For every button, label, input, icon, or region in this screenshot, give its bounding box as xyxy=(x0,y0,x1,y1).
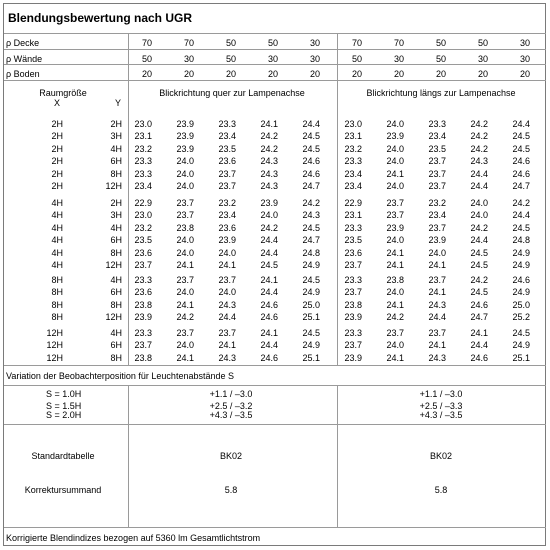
reflectance-value: 50 xyxy=(351,54,362,64)
reflectance-value: 50 xyxy=(435,38,446,48)
ugr-value: 24.3 xyxy=(470,156,488,167)
standard-table-label: Standardtabelle xyxy=(31,451,95,461)
ugr-value: 24.0 xyxy=(470,198,488,208)
ugr-value: 23.6 xyxy=(344,247,362,258)
reflectance-value: 20 xyxy=(267,69,278,79)
room-x-value: 2H xyxy=(51,143,63,154)
ugr-value: 24.6 xyxy=(260,312,278,323)
room-x-value: 4H xyxy=(51,247,63,258)
ugr-value: 22.9 xyxy=(344,198,362,208)
reflectance-value: 50 xyxy=(225,38,236,48)
reflectance-value: 50 xyxy=(477,38,488,48)
ugr-value: 24.1 xyxy=(176,260,194,270)
ugr-value: 24.4 xyxy=(470,235,488,246)
ugr-value: 24.0 xyxy=(176,340,194,351)
ugr-value: 24.3 xyxy=(218,352,236,363)
ugr-value: 24.0 xyxy=(176,181,194,191)
ugr-value: 23.7 xyxy=(428,181,446,191)
correction-label: Korrektursummand xyxy=(24,485,102,495)
ugr-value: 24.2 xyxy=(470,222,488,233)
ugr-value: 24.4 xyxy=(428,312,446,323)
ugr-value: 23.4 xyxy=(428,210,446,221)
ugr-value: 23.0 xyxy=(134,210,152,221)
room-y-value: 4H xyxy=(110,143,122,154)
ugr-value: 24.6 xyxy=(302,168,320,179)
ugr-value: 24.3 xyxy=(428,299,446,310)
ugr-value: 24.6 xyxy=(260,299,278,310)
ugr-value: 24.0 xyxy=(386,235,404,246)
room-x-value: 12H xyxy=(46,340,63,351)
ugr-value: 23.5 xyxy=(428,143,446,154)
ugr-value: 23.7 xyxy=(176,210,194,221)
ugr-value: 25.0 xyxy=(302,299,320,310)
section-divider xyxy=(4,365,546,366)
row-divider xyxy=(4,49,546,50)
reflectance-value: 70 xyxy=(183,38,194,48)
ugr-value: 24.6 xyxy=(302,156,320,167)
room-y-value: 12H xyxy=(105,260,122,270)
reflectance-value: 20 xyxy=(309,69,320,79)
ugr-value: 24.9 xyxy=(302,340,320,351)
ugr-value: 23.9 xyxy=(218,235,236,246)
reflectance-value: 20 xyxy=(435,69,446,79)
room-y-value: 8H xyxy=(110,299,122,310)
ugr-value: 24.9 xyxy=(302,287,320,298)
reflectance-value: 20 xyxy=(225,69,236,79)
ugr-value: 23.8 xyxy=(134,299,152,310)
ugr-value: 23.4 xyxy=(134,181,152,191)
ugr-value: 24.1 xyxy=(176,299,194,310)
ugr-value: 24.4 xyxy=(218,312,236,323)
ugr-value: 24.4 xyxy=(470,340,488,351)
ugr-value: 23.7 xyxy=(428,168,446,179)
ugr-value: 24.9 xyxy=(512,260,530,270)
ugr-value: 24.1 xyxy=(260,328,278,338)
room-x-value: 8H xyxy=(51,287,63,298)
reflectance-value: 50 xyxy=(267,38,278,48)
ugr-value: 24.5 xyxy=(512,328,530,338)
ugr-value: 24.3 xyxy=(260,168,278,179)
ugr-value: 24.0 xyxy=(176,168,194,179)
ugr-value: 23.1 xyxy=(134,131,152,142)
room-x-value: 2H xyxy=(51,131,63,142)
col-divider xyxy=(128,385,129,527)
room-x-value: 8H xyxy=(51,299,63,310)
ugr-value: 24.6 xyxy=(260,352,278,363)
variation-cross-value: +1.1 / –3.0 xyxy=(209,389,253,399)
spacing-label: S = 1.5H xyxy=(46,401,82,411)
ugr-value: 23.3 xyxy=(344,156,362,167)
reflectance-value: 70 xyxy=(393,38,404,48)
reflectance-label: ρ Decke xyxy=(6,38,40,48)
ugr-value: 24.9 xyxy=(302,260,320,270)
ugr-value: 23.4 xyxy=(218,210,236,221)
ugr-value: 25.1 xyxy=(302,352,320,363)
reflectance-value: 20 xyxy=(519,69,530,79)
reflectance-value: 30 xyxy=(309,38,320,48)
ugr-value: 23.2 xyxy=(218,198,236,208)
title-divider xyxy=(4,33,546,34)
ugr-value: 24.0 xyxy=(218,287,236,298)
ugr-value: 23.2 xyxy=(134,222,152,233)
ugr-value: 24.1 xyxy=(386,260,404,270)
ugr-value: 24.0 xyxy=(386,181,404,191)
room-x-value: 12H xyxy=(46,328,63,338)
ugr-value: 23.7 xyxy=(176,328,194,338)
ugr-value: 23.7 xyxy=(428,222,446,233)
ugr-value: 23.3 xyxy=(428,119,446,129)
ugr-value: 23.0 xyxy=(344,119,362,129)
ugr-value: 24.4 xyxy=(260,235,278,246)
ugr-value: 23.3 xyxy=(344,275,362,285)
correction-cross: 5.8 xyxy=(224,485,238,495)
room-y-value: 6H xyxy=(110,287,122,298)
ugr-value: 24.4 xyxy=(512,119,530,129)
reflectance-value: 30 xyxy=(183,54,194,64)
ugr-value: 23.7 xyxy=(134,260,152,270)
variation-along-value: +4.3 / –3.5 xyxy=(419,410,463,420)
ugr-value: 23.7 xyxy=(134,340,152,351)
standard-table-along: BK02 xyxy=(429,451,453,461)
room-x-value: 12H xyxy=(46,352,63,363)
ugr-value: 25.1 xyxy=(302,312,320,323)
ugr-value: 24.5 xyxy=(302,328,320,338)
ugr-value: 24.0 xyxy=(176,235,194,246)
ugr-value: 24.3 xyxy=(260,156,278,167)
reflectance-value: 30 xyxy=(267,54,278,64)
ugr-value: 24.2 xyxy=(260,143,278,154)
room-y-value: 3H xyxy=(110,210,122,221)
reflectance-value: 30 xyxy=(393,54,404,64)
ugr-value: 24.5 xyxy=(512,222,530,233)
ugr-value: 23.6 xyxy=(134,247,152,258)
ugr-value: 23.2 xyxy=(344,143,362,154)
room-y-value: 12H xyxy=(105,312,122,323)
ugr-value: 24.1 xyxy=(218,260,236,270)
ugr-value: 25.2 xyxy=(512,312,530,323)
ugr-value: 24.3 xyxy=(428,352,446,363)
reflectance-value: 20 xyxy=(183,69,194,79)
reflectance-value: 30 xyxy=(309,54,320,64)
ugr-value: 23.9 xyxy=(386,222,404,233)
ugr-value: 23.9 xyxy=(134,312,152,323)
ugr-value: 24.1 xyxy=(386,168,404,179)
ugr-value: 23.5 xyxy=(134,235,152,246)
ugr-value: 24.3 xyxy=(218,299,236,310)
ugr-value: 24.2 xyxy=(470,275,488,285)
ugr-value: 24.4 xyxy=(260,247,278,258)
reflectance-value: 20 xyxy=(393,69,404,79)
room-y-value: 6H xyxy=(110,340,122,351)
ugr-value: 24.0 xyxy=(176,247,194,258)
ugr-value: 24.2 xyxy=(302,198,320,208)
ugr-value: 24.3 xyxy=(302,210,320,221)
ugr-value: 23.4 xyxy=(344,181,362,191)
ugr-value: 23.3 xyxy=(134,328,152,338)
ugr-value: 23.5 xyxy=(344,235,362,246)
ugr-value: 25.0 xyxy=(512,299,530,310)
room-y-value: 6H xyxy=(110,156,122,167)
ugr-value: 24.1 xyxy=(386,299,404,310)
ugr-value: 23.9 xyxy=(428,235,446,246)
ugr-value: 24.0 xyxy=(176,287,194,298)
room-y-value: 8H xyxy=(110,247,122,258)
room-y-value: 4H xyxy=(110,328,122,338)
ugr-value: 23.4 xyxy=(344,168,362,179)
spacing-label: S = 2.0H xyxy=(46,410,82,420)
ugr-value: 24.0 xyxy=(386,287,404,298)
variation-along-value: +1.1 / –3.0 xyxy=(419,389,463,399)
spacing-label: S = 1.0H xyxy=(46,389,82,399)
ugr-value: 24.1 xyxy=(428,340,446,351)
ugr-value: 24.9 xyxy=(512,247,530,258)
ugr-value: 25.1 xyxy=(512,352,530,363)
ugr-value: 24.1 xyxy=(386,352,404,363)
room-x-value: 2H xyxy=(51,168,63,179)
ugr-value: 23.1 xyxy=(344,131,362,142)
ugr-value: 24.0 xyxy=(176,156,194,167)
ugr-value: 23.9 xyxy=(176,131,194,142)
page-title: Blendungsbewertung nach UGR xyxy=(8,11,193,25)
ugr-value: 24.1 xyxy=(428,287,446,298)
ugr-value: 23.3 xyxy=(134,156,152,167)
room-y-value: 4H xyxy=(110,275,122,285)
reflectance-label: ρ Wände xyxy=(6,54,43,64)
reflectance-value: 30 xyxy=(477,54,488,64)
ugr-value: 24.5 xyxy=(302,275,320,285)
variation-title: Variation der Beobachterposition für Leuchtenabstände S xyxy=(6,371,234,381)
ugr-value: 24.7 xyxy=(302,235,320,246)
ugr-value: 23.7 xyxy=(218,181,236,191)
ugr-value: 24.4 xyxy=(512,210,530,221)
ugr-value: 23.7 xyxy=(386,198,404,208)
ugr-value: 23.7 xyxy=(344,287,362,298)
ugr-value: 24.5 xyxy=(260,260,278,270)
ugr-value: 24.6 xyxy=(512,168,530,179)
ugr-value: 24.0 xyxy=(386,143,404,154)
room-x-value: 4H xyxy=(51,210,63,221)
cross-direction-header: Blickrichtung quer zur Lampenachse xyxy=(159,88,305,98)
ugr-value: 24.1 xyxy=(386,247,404,258)
ugr-value: 24.7 xyxy=(302,181,320,191)
ugr-value: 23.6 xyxy=(218,156,236,167)
ugr-value: 24.4 xyxy=(260,340,278,351)
ugr-value: 24.0 xyxy=(260,210,278,221)
ugr-value: 24.4 xyxy=(260,287,278,298)
ugr-value: 23.7 xyxy=(428,275,446,285)
ugr-value: 23.9 xyxy=(386,131,404,142)
ugr-value: 24.1 xyxy=(260,275,278,285)
ugr-value: 24.5 xyxy=(302,222,320,233)
ugr-value: 24.2 xyxy=(470,131,488,142)
ugr-value: 24.9 xyxy=(512,287,530,298)
ugr-value: 24.8 xyxy=(302,247,320,258)
ugr-value: 24.1 xyxy=(218,340,236,351)
ugr-value: 23.8 xyxy=(344,299,362,310)
room-x-value: 4H xyxy=(51,198,63,208)
variation-cross-value: +4.3 / –3.5 xyxy=(209,410,253,420)
ugr-value: 23.2 xyxy=(134,143,152,154)
ugr-value: 24.2 xyxy=(386,312,404,323)
correction-along: 5.8 xyxy=(434,485,448,495)
ugr-value: 24.0 xyxy=(386,156,404,167)
ugr-value: 23.6 xyxy=(218,222,236,233)
reflectance-value: 30 xyxy=(519,54,530,64)
section-divider xyxy=(4,527,546,528)
ugr-value: 23.7 xyxy=(344,340,362,351)
footer-note: Korrigierte Blendindizes bezogen auf 5360 lm Gesamtlichtstrom xyxy=(6,533,261,543)
ugr-value: 23.8 xyxy=(134,352,152,363)
ugr-value: 23.7 xyxy=(386,328,404,338)
ugr-value: 23.7 xyxy=(218,328,236,338)
ugr-value: 24.4 xyxy=(470,181,488,191)
ugr-value: 22.9 xyxy=(134,198,152,208)
ugr-value: 24.2 xyxy=(260,131,278,142)
reflectance-value: 20 xyxy=(141,69,152,79)
ugr-value: 23.7 xyxy=(386,210,404,221)
ugr-value: 24.6 xyxy=(512,275,530,285)
ugr-value: 23.1 xyxy=(344,210,362,221)
ugr-value: 23.7 xyxy=(428,328,446,338)
section-divider xyxy=(4,424,546,425)
ugr-value: 24.5 xyxy=(302,131,320,142)
ugr-value: 24.2 xyxy=(470,119,488,129)
room-x-value: 2H xyxy=(51,181,63,191)
room-y-value: 12H xyxy=(105,181,122,191)
ugr-value: 24.8 xyxy=(512,235,530,246)
ugr-value: 24.7 xyxy=(470,312,488,323)
ugr-value: 24.0 xyxy=(218,247,236,258)
section-divider xyxy=(4,385,546,386)
ugr-table-sheet xyxy=(3,3,546,546)
reflectance-value: 70 xyxy=(351,38,362,48)
ugr-value: 23.0 xyxy=(134,119,152,129)
reflectance-value: 20 xyxy=(477,69,488,79)
room-x-value: 8H xyxy=(51,312,63,323)
reflectance-value: 50 xyxy=(225,54,236,64)
ugr-value: 23.3 xyxy=(134,275,152,285)
variation-along-value: +2.5 / –3.3 xyxy=(419,401,463,411)
room-y-value: 2H xyxy=(110,119,122,129)
reflectance-value: 50 xyxy=(435,54,446,64)
reflectance-value: 70 xyxy=(141,38,152,48)
ugr-value: 23.7 xyxy=(176,275,194,285)
ugr-value: 23.8 xyxy=(176,222,194,233)
room-x-value: 2H xyxy=(51,156,63,167)
variation-cross-value: +2.5 / –3.2 xyxy=(209,401,253,411)
room-y-value: 8H xyxy=(110,168,122,179)
along-direction-header: Blickrichtung längs zur Lampenachse xyxy=(366,88,516,98)
y-header: Y xyxy=(114,98,121,108)
row-divider xyxy=(4,80,546,81)
room-y-value: 3H xyxy=(110,131,122,142)
ugr-value: 24.2 xyxy=(512,198,530,208)
ugr-value: 23.7 xyxy=(344,260,362,270)
x-header: X xyxy=(53,98,60,108)
ugr-value: 23.9 xyxy=(176,119,194,129)
ugr-value: 24.5 xyxy=(512,143,530,154)
ugr-value: 23.3 xyxy=(134,168,152,179)
ugr-value: 24.1 xyxy=(260,119,278,129)
ugr-value: 24.6 xyxy=(512,156,530,167)
ugr-value: 23.7 xyxy=(218,168,236,179)
room-size-header: Raumgröße xyxy=(39,88,87,98)
ugr-value: 24.0 xyxy=(386,340,404,351)
ugr-value: 24.5 xyxy=(470,260,488,270)
ugr-value: 24.2 xyxy=(176,312,194,323)
ugr-value: 23.3 xyxy=(218,119,236,129)
ugr-value: 23.9 xyxy=(344,312,362,323)
ugr-value: 23.7 xyxy=(428,156,446,167)
ugr-value: 24.6 xyxy=(470,352,488,363)
ugr-value: 24.0 xyxy=(386,119,404,129)
reflectance-value: 50 xyxy=(141,54,152,64)
ugr-value: 24.0 xyxy=(428,247,446,258)
room-x-value: 4H xyxy=(51,260,63,270)
ugr-value: 23.3 xyxy=(344,222,362,233)
room-x-value: 8H xyxy=(51,275,63,285)
ugr-value: 23.4 xyxy=(218,131,236,142)
ugr-value: 23.2 xyxy=(428,198,446,208)
reflectance-value: 30 xyxy=(519,38,530,48)
ugr-value: 24.1 xyxy=(176,352,194,363)
ugr-value: 23.4 xyxy=(428,131,446,142)
ugr-value: 23.9 xyxy=(344,352,362,363)
room-x-value: 2H xyxy=(51,119,63,129)
ugr-value: 24.5 xyxy=(470,287,488,298)
ugr-value: 24.6 xyxy=(470,299,488,310)
standard-table-cross: BK02 xyxy=(219,451,243,461)
ugr-value: 23.8 xyxy=(386,275,404,285)
ugr-value: 24.5 xyxy=(302,143,320,154)
col-divider xyxy=(337,385,338,527)
room-x-value: 4H xyxy=(51,235,63,246)
ugr-value: 24.1 xyxy=(470,328,488,338)
ugr-value: 24.7 xyxy=(512,181,530,191)
ugr-value: 23.9 xyxy=(260,198,278,208)
ugr-value: 23.7 xyxy=(176,198,194,208)
reflectance-value: 20 xyxy=(351,69,362,79)
ugr-value: 23.6 xyxy=(134,287,152,298)
ugr-value: 24.0 xyxy=(470,210,488,221)
ugr-value: 24.5 xyxy=(470,247,488,258)
ugr-value: 23.9 xyxy=(176,143,194,154)
room-y-value: 2H xyxy=(110,198,122,208)
ugr-value: 24.4 xyxy=(302,119,320,129)
ugr-value: 23.7 xyxy=(218,275,236,285)
ugr-value: 24.1 xyxy=(428,260,446,270)
room-y-value: 6H xyxy=(110,235,122,246)
room-y-value: 4H xyxy=(110,222,122,233)
ugr-value: 23.5 xyxy=(218,143,236,154)
room-y-value: 8H xyxy=(110,352,122,363)
ugr-value: 24.5 xyxy=(512,131,530,142)
ugr-value: 24.4 xyxy=(470,168,488,179)
ugr-value: 24.3 xyxy=(260,181,278,191)
ugr-value: 24.9 xyxy=(512,340,530,351)
reflectance-label: ρ Boden xyxy=(6,69,40,79)
ugr-value: 24.2 xyxy=(470,143,488,154)
room-x-value: 4H xyxy=(51,222,63,233)
ugr-value: 24.2 xyxy=(260,222,278,233)
ugr-value: 23.3 xyxy=(344,328,362,338)
